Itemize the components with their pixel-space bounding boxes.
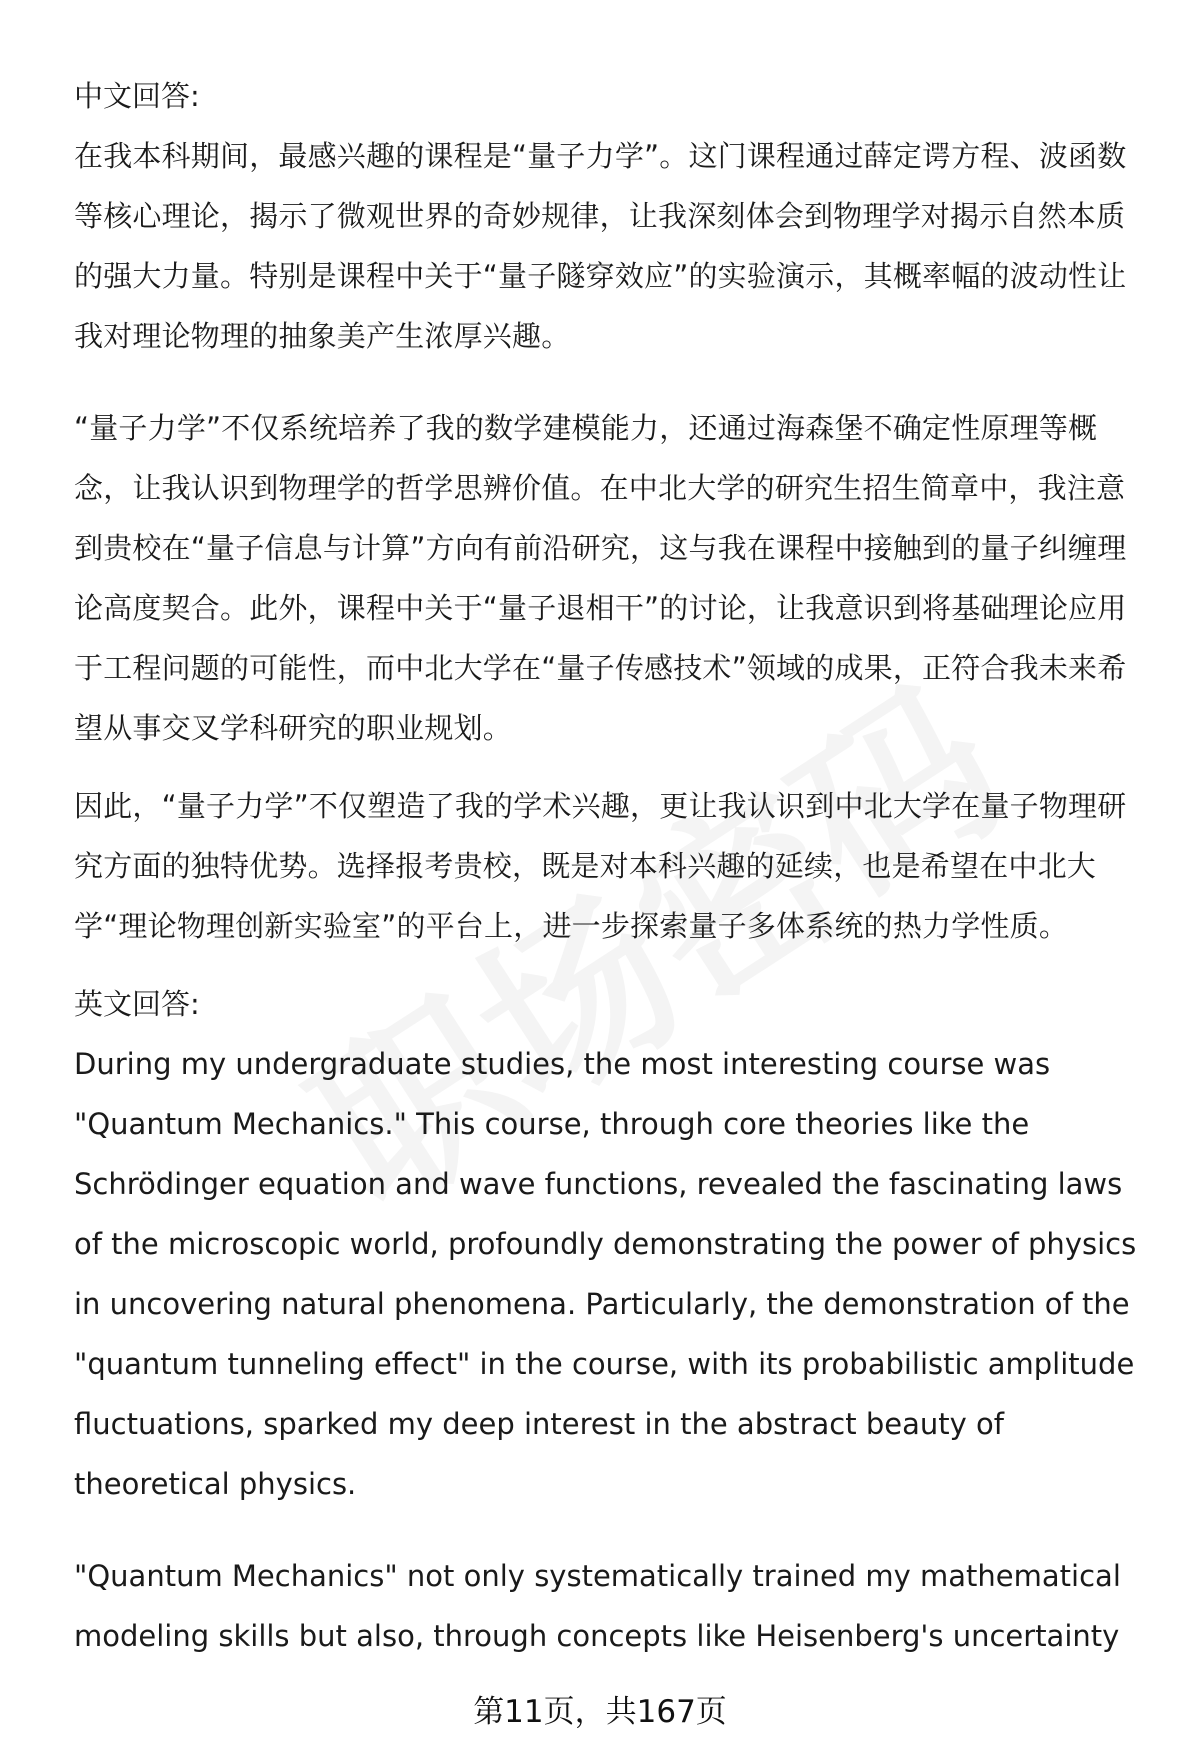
paragraph-gap [74,758,1154,776]
zh-paragraph-3: 因此，“量子力学”不仅塑造了我的学术兴趣，更让我认识到中北大学在量子物理研究方面的独特优势。选择报考贵校，既是对本科兴趣的延续，也是希望在中北大学“理论物理创新实验室”的平台上，进一步探索量子多体系统的热力学性质。 [74,789,1127,943]
zh-paragraph-1: 在我本科期间，最感兴趣的课程是“量子力学”。这门课程通过薛定谔方程、波函数等核心理论，揭示了微观世界的奇妙规律，让我深刻体会到物理学对揭示自然本质的强大力量。特别是课程中关于“量子隧穿效应”的实验演示，其概率幅的波动性让我对理论物理的抽象美产生浓厚兴趣。 [74,139,1127,353]
paragraph-gap [74,956,1154,974]
document-body [74,66,1154,1666]
zh-heading: 中文回答: [74,79,200,113]
en-paragraph-2: "Quantum Mechanics" not only systematically trained my mathematical modeling skills but also, through concepts like Heisenberg's uncertainty [74,1559,1121,1653]
paragraph-gap [74,1514,1154,1546]
page-number: 第11页，共167页 [473,1694,727,1730]
zh-paragraph-2: “量子力学”不仅系统培养了我的数学建模能力，还通过海森堡不确定性原理等概念，让我认识到物理学的哲学思辨价值。在中北大学的研究生招生简章中，我注意到贵校在“量子信息与计算”方向有前沿研究，这与我在课程中接触到的量子纠缠理论高度契合。此外，课程中关于“量子退相干”的讨论，让我意识到将基础理论应用于工程问题的可能性，而中北大学在“量子传感技术”领域的成果，正符合我未来希望从事交叉学科研究的职业规划。 [74,411,1127,745]
en-paragraph-1: During my undergraduate studies, the most interesting course was "Quantum Mechanics." This course, through core theories like the Schrödinger equation and wave functions, revealed the fascinating laws of the microscopic world, profoundly demonstrating the power of physics in uncovering natural phenomena. Particularly, the demonstration of the "quantum tunneling effect" in the course, with its probabilistic amplitude fluctuations, sparked my deep interest in the abstract beauty of theoretical physics. [74,1047,1137,1501]
en-heading: 英文回答: [74,987,200,1021]
paragraph-gap [74,366,1154,398]
